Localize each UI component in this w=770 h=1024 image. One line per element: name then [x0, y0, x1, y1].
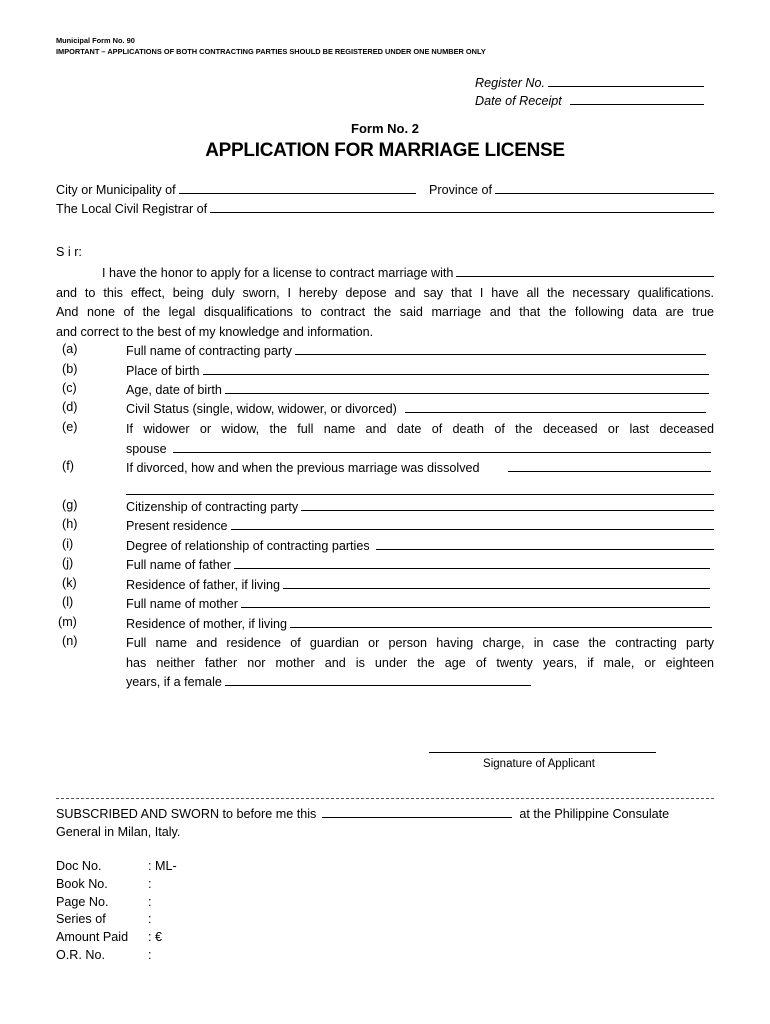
item-letter: (i) [62, 537, 74, 551]
divorce-field-continued[interactable] [126, 473, 714, 495]
record-row [56, 911, 177, 929]
civil-status-field[interactable] [126, 400, 706, 420]
item-c [56, 381, 714, 401]
place-of-birth-field[interactable] [126, 362, 709, 382]
item-label-cont: spouse [126, 441, 167, 456]
record-row [56, 947, 177, 965]
item-h [56, 517, 714, 537]
city-field[interactable] [56, 181, 416, 201]
record-value: : [148, 947, 152, 962]
item-letter: (g) [62, 498, 78, 512]
record-label: Page No. [56, 894, 109, 909]
item-label: If divorced, how and when the previous marriage was dissolved [126, 461, 480, 475]
item-letter: (b) [62, 362, 78, 376]
oath-line-1 [56, 805, 714, 825]
record-label: O.R. No. [56, 947, 105, 962]
item-label: Age, date of birth [126, 383, 222, 397]
item-label: Full name of contracting party [126, 344, 292, 358]
record-label: Doc No. [56, 859, 102, 873]
item-letter: (c) [62, 381, 77, 395]
item-l [56, 595, 714, 615]
record-row [56, 929, 177, 947]
province-field[interactable] [429, 181, 714, 201]
record-value: : ML- [148, 859, 177, 873]
item-e [56, 420, 714, 460]
intro-line-4: and correct to the best of my knowledge and information. [56, 325, 374, 339]
item-label: Residence of mother, if living [126, 617, 288, 631]
item-letter: (d) [62, 400, 78, 414]
record-label: Amount Paid [56, 930, 129, 945]
oath-text-a: SUBSCRIBED AND SWORN to before me this [56, 807, 317, 821]
record-label: Series of [56, 912, 106, 927]
item-label-cont: has neither father nor mother and is under the age of twenty years, if male, or eighteen [126, 655, 714, 670]
item-m [56, 615, 714, 635]
item-label: Full name of father [126, 558, 231, 572]
dashed-divider [56, 798, 714, 799]
item-label: Full name of mother [126, 597, 238, 611]
record-label: Book No. [56, 876, 108, 891]
intro-line-1: I have the honor to apply for a license to contract marriage with [102, 266, 454, 280]
item-j [56, 556, 714, 576]
oath-line-2: General in Milan, Italy. [56, 825, 181, 839]
item-i [56, 537, 714, 557]
item-g [56, 498, 714, 518]
item-letter: (f) [62, 459, 74, 473]
record-row [56, 858, 177, 876]
item-letter: (n) [62, 634, 78, 648]
item-letter: (m) [58, 615, 77, 629]
date-of-receipt-label: Date of Receipt [475, 94, 562, 108]
item-f [56, 459, 714, 499]
item-d [56, 400, 714, 420]
item-letter: (l) [62, 595, 74, 609]
registrar-field[interactable] [56, 200, 714, 220]
item-letter: (e) [62, 420, 78, 434]
item-label: If widower or widow, the full name and date of death of the deceased or last deceased [126, 422, 714, 436]
form-reference: Municipal Form No. 90 [56, 36, 135, 45]
record-value: : € [148, 930, 163, 945]
item-letter: (j) [62, 556, 74, 570]
intro-line-2: and to this effect, being duly sworn, I hereby depose and say that I have all the necessary qualifications. [56, 286, 714, 300]
salutation: S i r: [56, 245, 82, 259]
item-label: Place of birth [126, 364, 200, 378]
item-n [56, 634, 714, 694]
signature-label: Signature of Applicant [483, 758, 595, 770]
item-label-cont2: years, if a female [126, 675, 222, 689]
oath-text-b: at the Philippine Consulate [519, 807, 670, 821]
item-a [56, 342, 714, 362]
present-residence-field[interactable] [126, 517, 714, 537]
province-label: Province of [429, 183, 492, 197]
date-of-receipt-field[interactable] [475, 92, 704, 110]
city-label: City or Municipality of [56, 183, 176, 197]
register-no-label: Register No. [475, 76, 545, 90]
guardian-field[interactable] [126, 673, 531, 693]
mother-name-field[interactable] [126, 595, 710, 615]
oath-date-field[interactable] [322, 805, 512, 818]
item-k [56, 576, 714, 596]
registrar-label: The Local Civil Registrar of [56, 202, 208, 216]
register-box [475, 74, 704, 110]
item-label: Present residence [126, 519, 228, 533]
record-value: : [148, 876, 152, 891]
father-name-field[interactable] [126, 556, 710, 576]
mother-residence-field[interactable] [126, 615, 712, 635]
item-label: Residence of father, if living [126, 578, 281, 592]
item-letter: (h) [62, 517, 78, 531]
record-row [56, 894, 177, 912]
record-row [56, 876, 177, 894]
item-label: Full name and residence of guardian or person having charge, in case the contracting party [126, 636, 714, 650]
signature-line[interactable] [429, 752, 656, 753]
father-residence-field[interactable] [126, 576, 710, 596]
page-title: APPLICATION FOR MARRIAGE LICENSE [205, 140, 565, 161]
deceased-spouse-field[interactable] [126, 440, 711, 460]
relationship-degree-field[interactable] [126, 537, 714, 557]
record-value: : [148, 912, 152, 927]
item-label: Degree of relationship of contracting parties [126, 539, 370, 553]
intro-line-3: And none of the legal disqualifications to contract the said marriage and that the following data are true [56, 305, 714, 319]
applicant-partner-field[interactable] [102, 264, 714, 284]
record-details [56, 858, 177, 965]
record-value: : [148, 894, 152, 909]
important-notice: IMPORTANT – APPLICATIONS OF BOTH CONTRACTING PARTIES SHOULD BE REGISTERED UNDER ONE NUMBER ONLY [56, 47, 486, 56]
item-letter: (k) [62, 576, 77, 590]
item-label: Citizenship of contracting party [126, 500, 299, 514]
item-letter: (a) [62, 342, 78, 356]
item-label: Civil Status (single, widow, widower, or divorced) [126, 402, 397, 416]
item-b [56, 362, 714, 382]
age-date-of-birth-field[interactable] [126, 381, 709, 401]
form-number: Form No. 2 [351, 121, 419, 136]
citizenship-field[interactable] [126, 498, 714, 518]
full-name-field[interactable] [126, 342, 706, 362]
register-no-field[interactable] [475, 74, 704, 92]
